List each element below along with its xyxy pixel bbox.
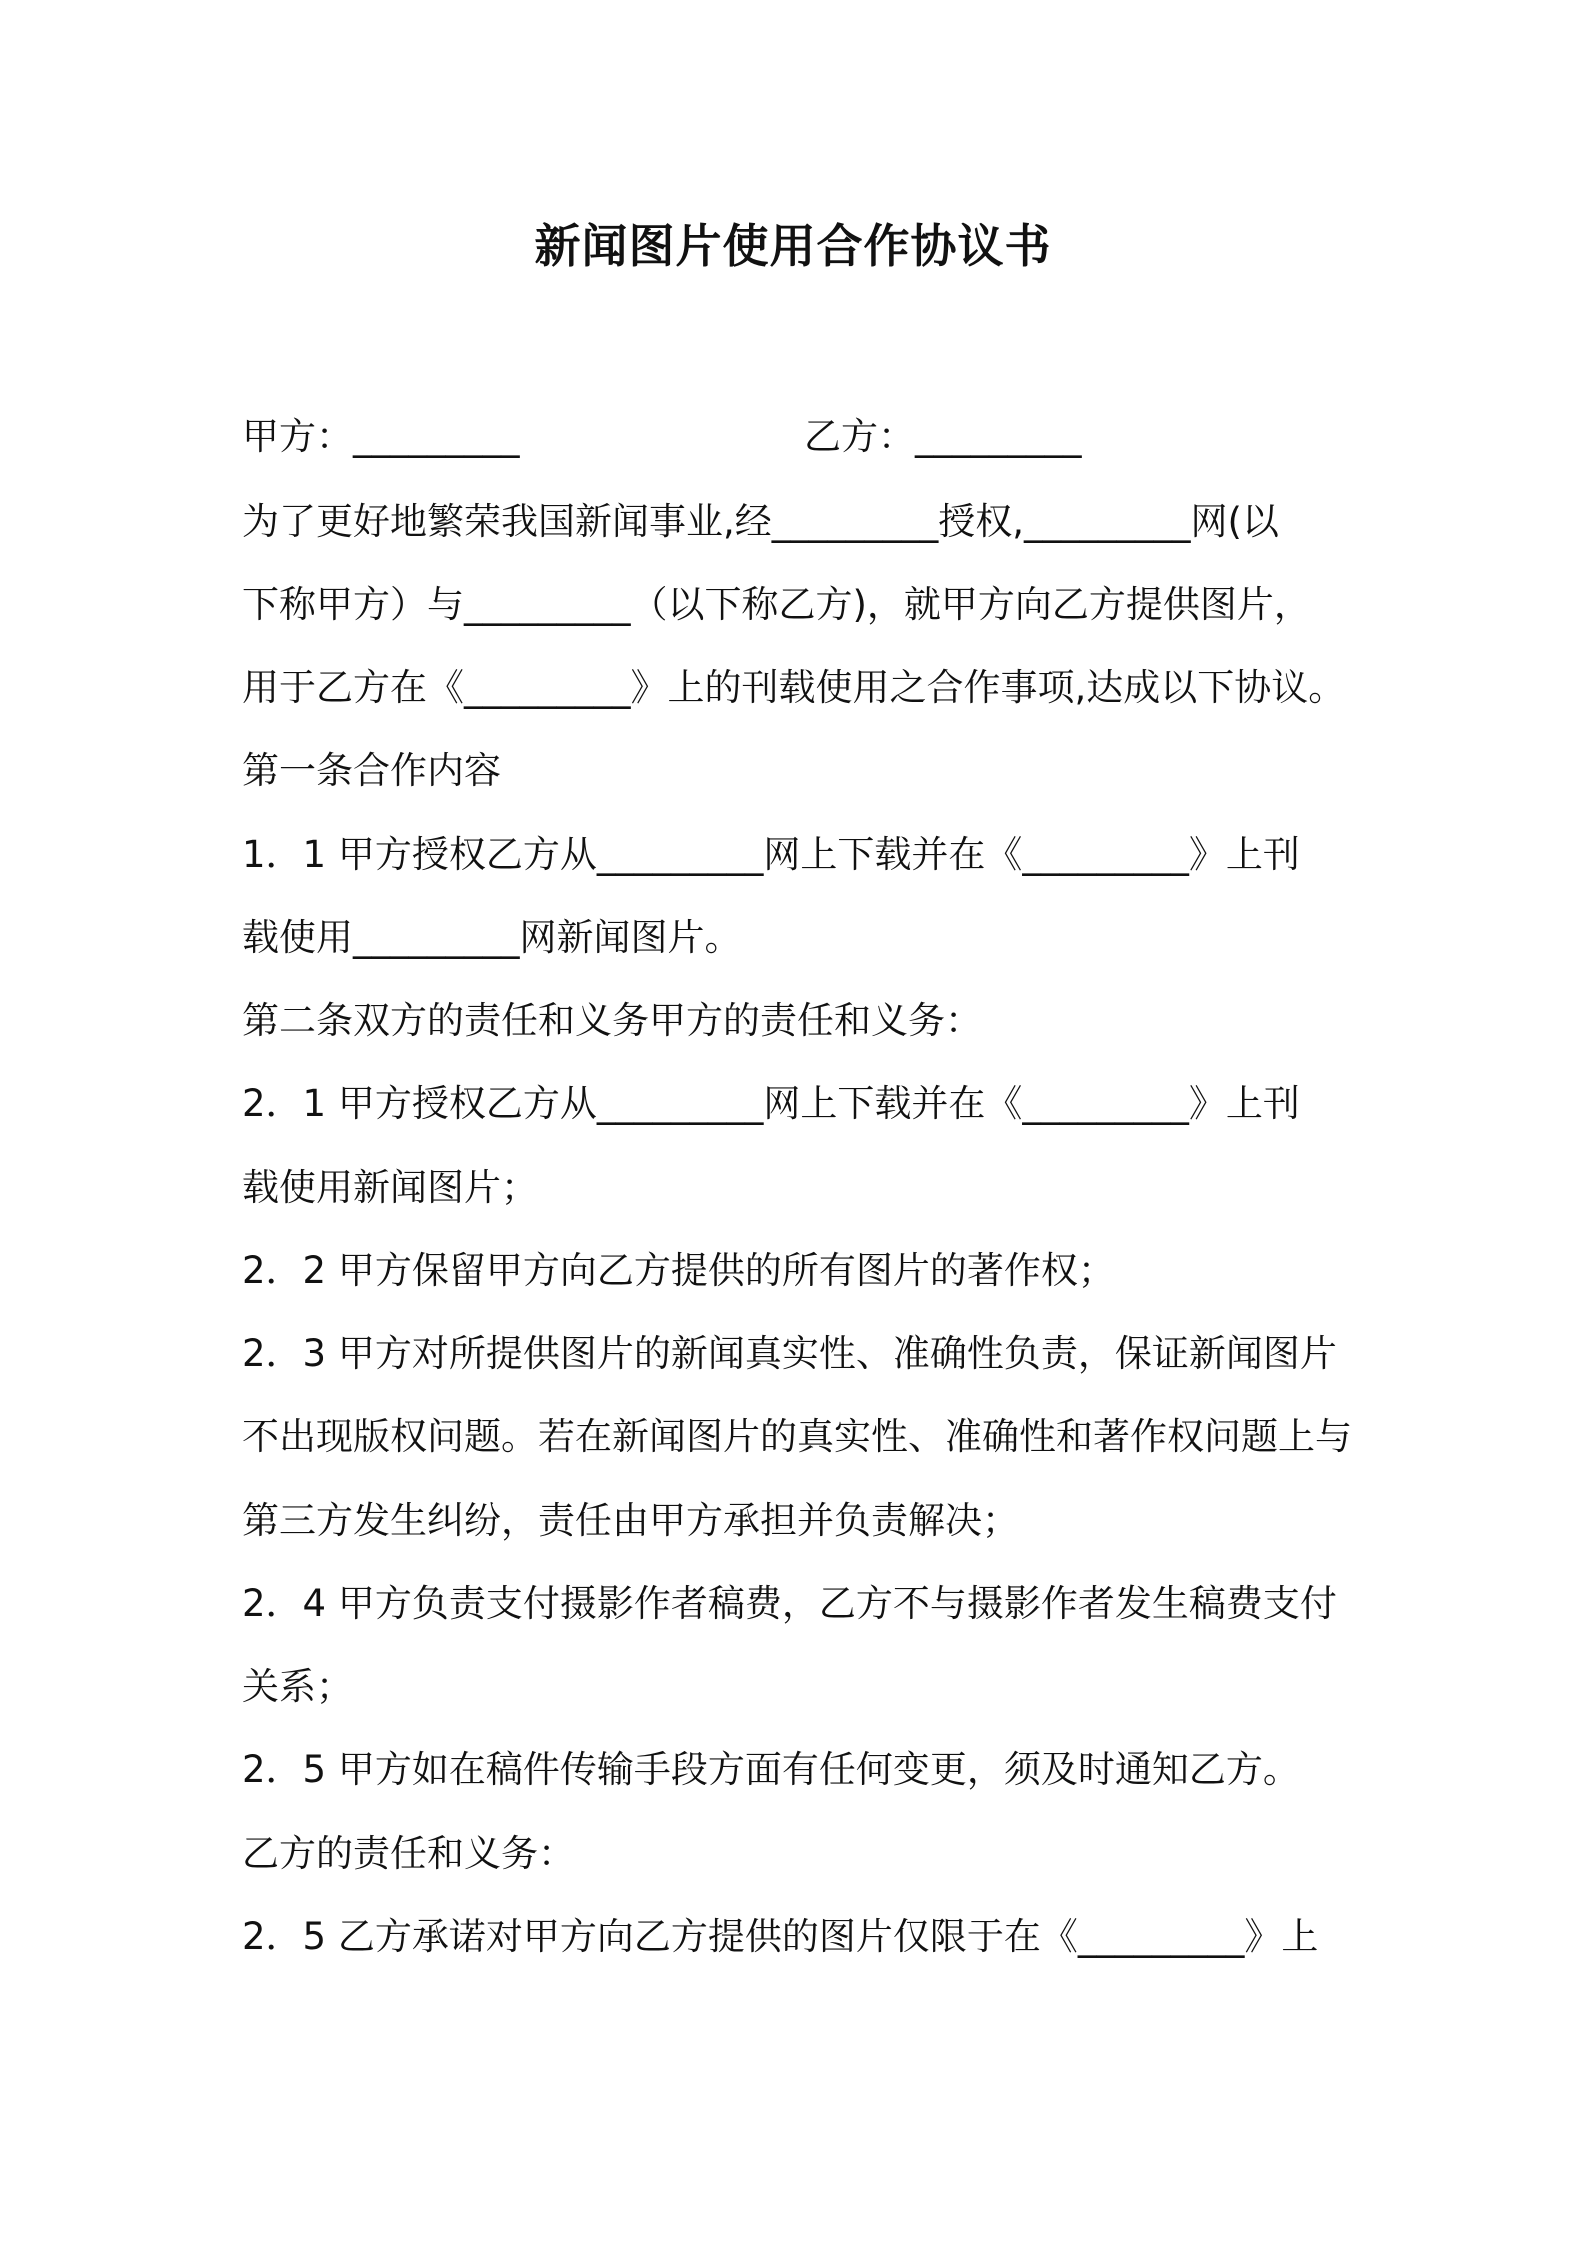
body-line: 2．4 甲方负责支付摄影作者稿费，乙方不与摄影作者发生稿费支付 bbox=[242, 1582, 1337, 1625]
body-line: 不出现版权问题。若在新闻图片的真实性、准确性和著作权问题上与 bbox=[242, 1415, 1352, 1458]
body-line: 2．5 乙方承诺对甲方向乙方提供的图片仅限于在《_________》上 bbox=[242, 1915, 1319, 1958]
section-heading: 第一条合作内容 bbox=[242, 749, 501, 792]
section-heading: 第二条双方的责任和义务甲方的责任和义务： bbox=[242, 999, 982, 1042]
party-b-line: 乙方：_________ bbox=[804, 415, 1082, 458]
body-line: 2．2 甲方保留甲方向乙方提供的所有图片的著作权； bbox=[242, 1249, 1115, 1292]
body-line: 2．1 甲方授权乙方从_________网上下载并在《_________》上刊 bbox=[242, 1082, 1300, 1125]
body-line: 载使用新闻图片； bbox=[242, 1166, 538, 1209]
body-line: 第三方发生纠纷，责任由甲方承担并负责解决； bbox=[242, 1499, 1019, 1542]
body-line: 2．3 甲方对所提供图片的新闻真实性、准确性负责，保证新闻图片 bbox=[242, 1332, 1337, 1375]
document-title: 新闻图片使用合作协议书 bbox=[534, 219, 1052, 273]
party-a-line: 甲方：_________ bbox=[242, 415, 520, 458]
body-line: 关系； bbox=[242, 1665, 353, 1708]
body-line: 下称甲方）与_________（以下称乙方)，就甲方向乙方提供图片， bbox=[242, 583, 1311, 626]
body-line: 为了更好地繁荣我国新闻事业,经_________授权,_________网(以 bbox=[242, 500, 1279, 543]
section-heading: 乙方的责任和义务： bbox=[242, 1832, 575, 1875]
body-line: 载使用_________网新闻图片。 bbox=[242, 916, 742, 959]
body-line: 1．1 甲方授权乙方从_________网上下载并在《_________》上刊 bbox=[242, 833, 1300, 876]
body-line: 用于乙方在《_________》上的刊载使用之合作事项,达成以下协议。 bbox=[242, 666, 1346, 709]
body-line: 2．5 甲方如在稿件传输手段方面有任何变更，须及时通知乙方。 bbox=[242, 1748, 1300, 1791]
